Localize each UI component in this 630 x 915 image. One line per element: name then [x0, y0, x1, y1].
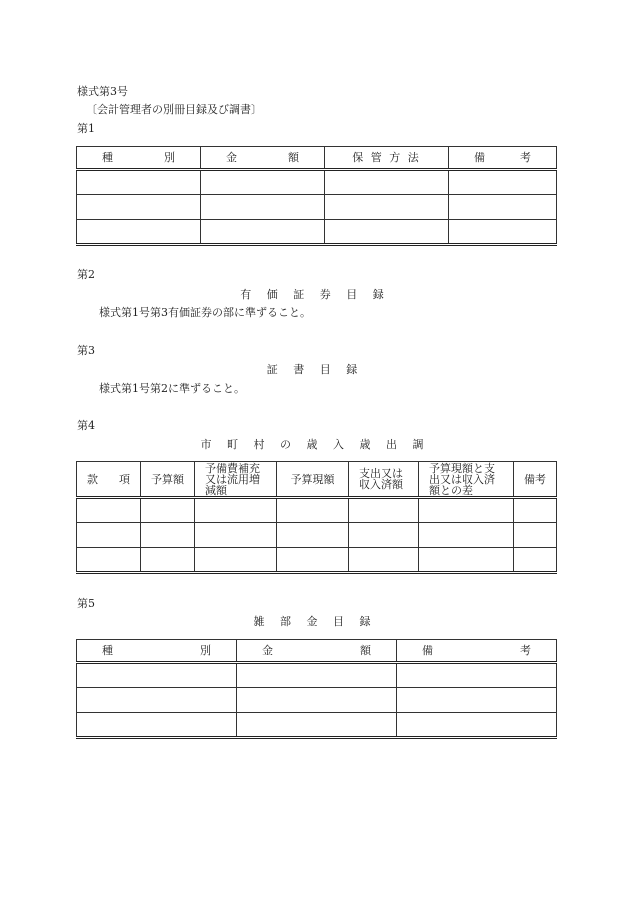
col-header-amount: 金 額 — [201, 147, 325, 170]
col-header-current-budget: 予算現額 — [277, 462, 349, 498]
table-header-row — [77, 147, 557, 170]
col-header-amount: 金 額 — [237, 640, 397, 663]
table-header-row — [77, 462, 557, 498]
section4-title: 市 町 村 の 歳 入 歳 出 調 — [200, 438, 430, 451]
table-row — [77, 498, 557, 523]
col-header-budget: 予算額 — [141, 462, 195, 498]
col-header-remarks: 備考 — [514, 462, 557, 498]
table-row — [77, 713, 557, 738]
table-row — [77, 170, 557, 195]
col-header-remarks: 備 考 — [397, 640, 557, 663]
table-row — [77, 688, 557, 713]
table-row — [77, 220, 557, 245]
table-row — [77, 195, 557, 220]
section4-table — [76, 461, 557, 574]
table-header-row — [77, 640, 557, 663]
col-header-paid: 支出又は 収入済額 — [349, 462, 419, 498]
col-header-difference: 予算現額と支 出又は収入済 額との差 — [419, 462, 514, 498]
section2-title: 有 価 証 券 目 録 — [240, 288, 390, 301]
section3-title: 証 書 目 録 — [266, 363, 364, 376]
section4-label: 第4 — [77, 419, 95, 432]
section5-label: 第5 — [77, 597, 95, 610]
section2-note: 様式第1号第3有価証券の部に準ずること。 — [99, 306, 311, 319]
col-header-kou: 款 項 — [77, 462, 141, 498]
table-row — [77, 548, 557, 573]
section1-label: 第1 — [77, 122, 95, 135]
form-subtitle: 〔会計管理者の別冊目録及び調書〕 — [86, 103, 262, 116]
col-header-storage: 保 管 方 法 — [325, 147, 449, 170]
section1-table — [76, 146, 557, 246]
table-row — [77, 663, 557, 688]
col-header-reserve: 予備費補充 又は流用増 減額 — [195, 462, 277, 498]
section3-label: 第3 — [77, 344, 95, 357]
form-number: 様式第3号 — [77, 85, 128, 98]
section2-label: 第2 — [77, 268, 95, 281]
section3-note: 様式第1号第2に準ずること。 — [99, 382, 245, 395]
col-header-remarks: 備 考 — [449, 147, 557, 170]
col-header-type: 種 別 — [77, 147, 201, 170]
section5-title: 雑 部 金 目 録 — [253, 615, 377, 628]
table-row — [77, 523, 557, 548]
col-header-type: 種 別 — [77, 640, 237, 663]
section5-table — [76, 639, 557, 739]
